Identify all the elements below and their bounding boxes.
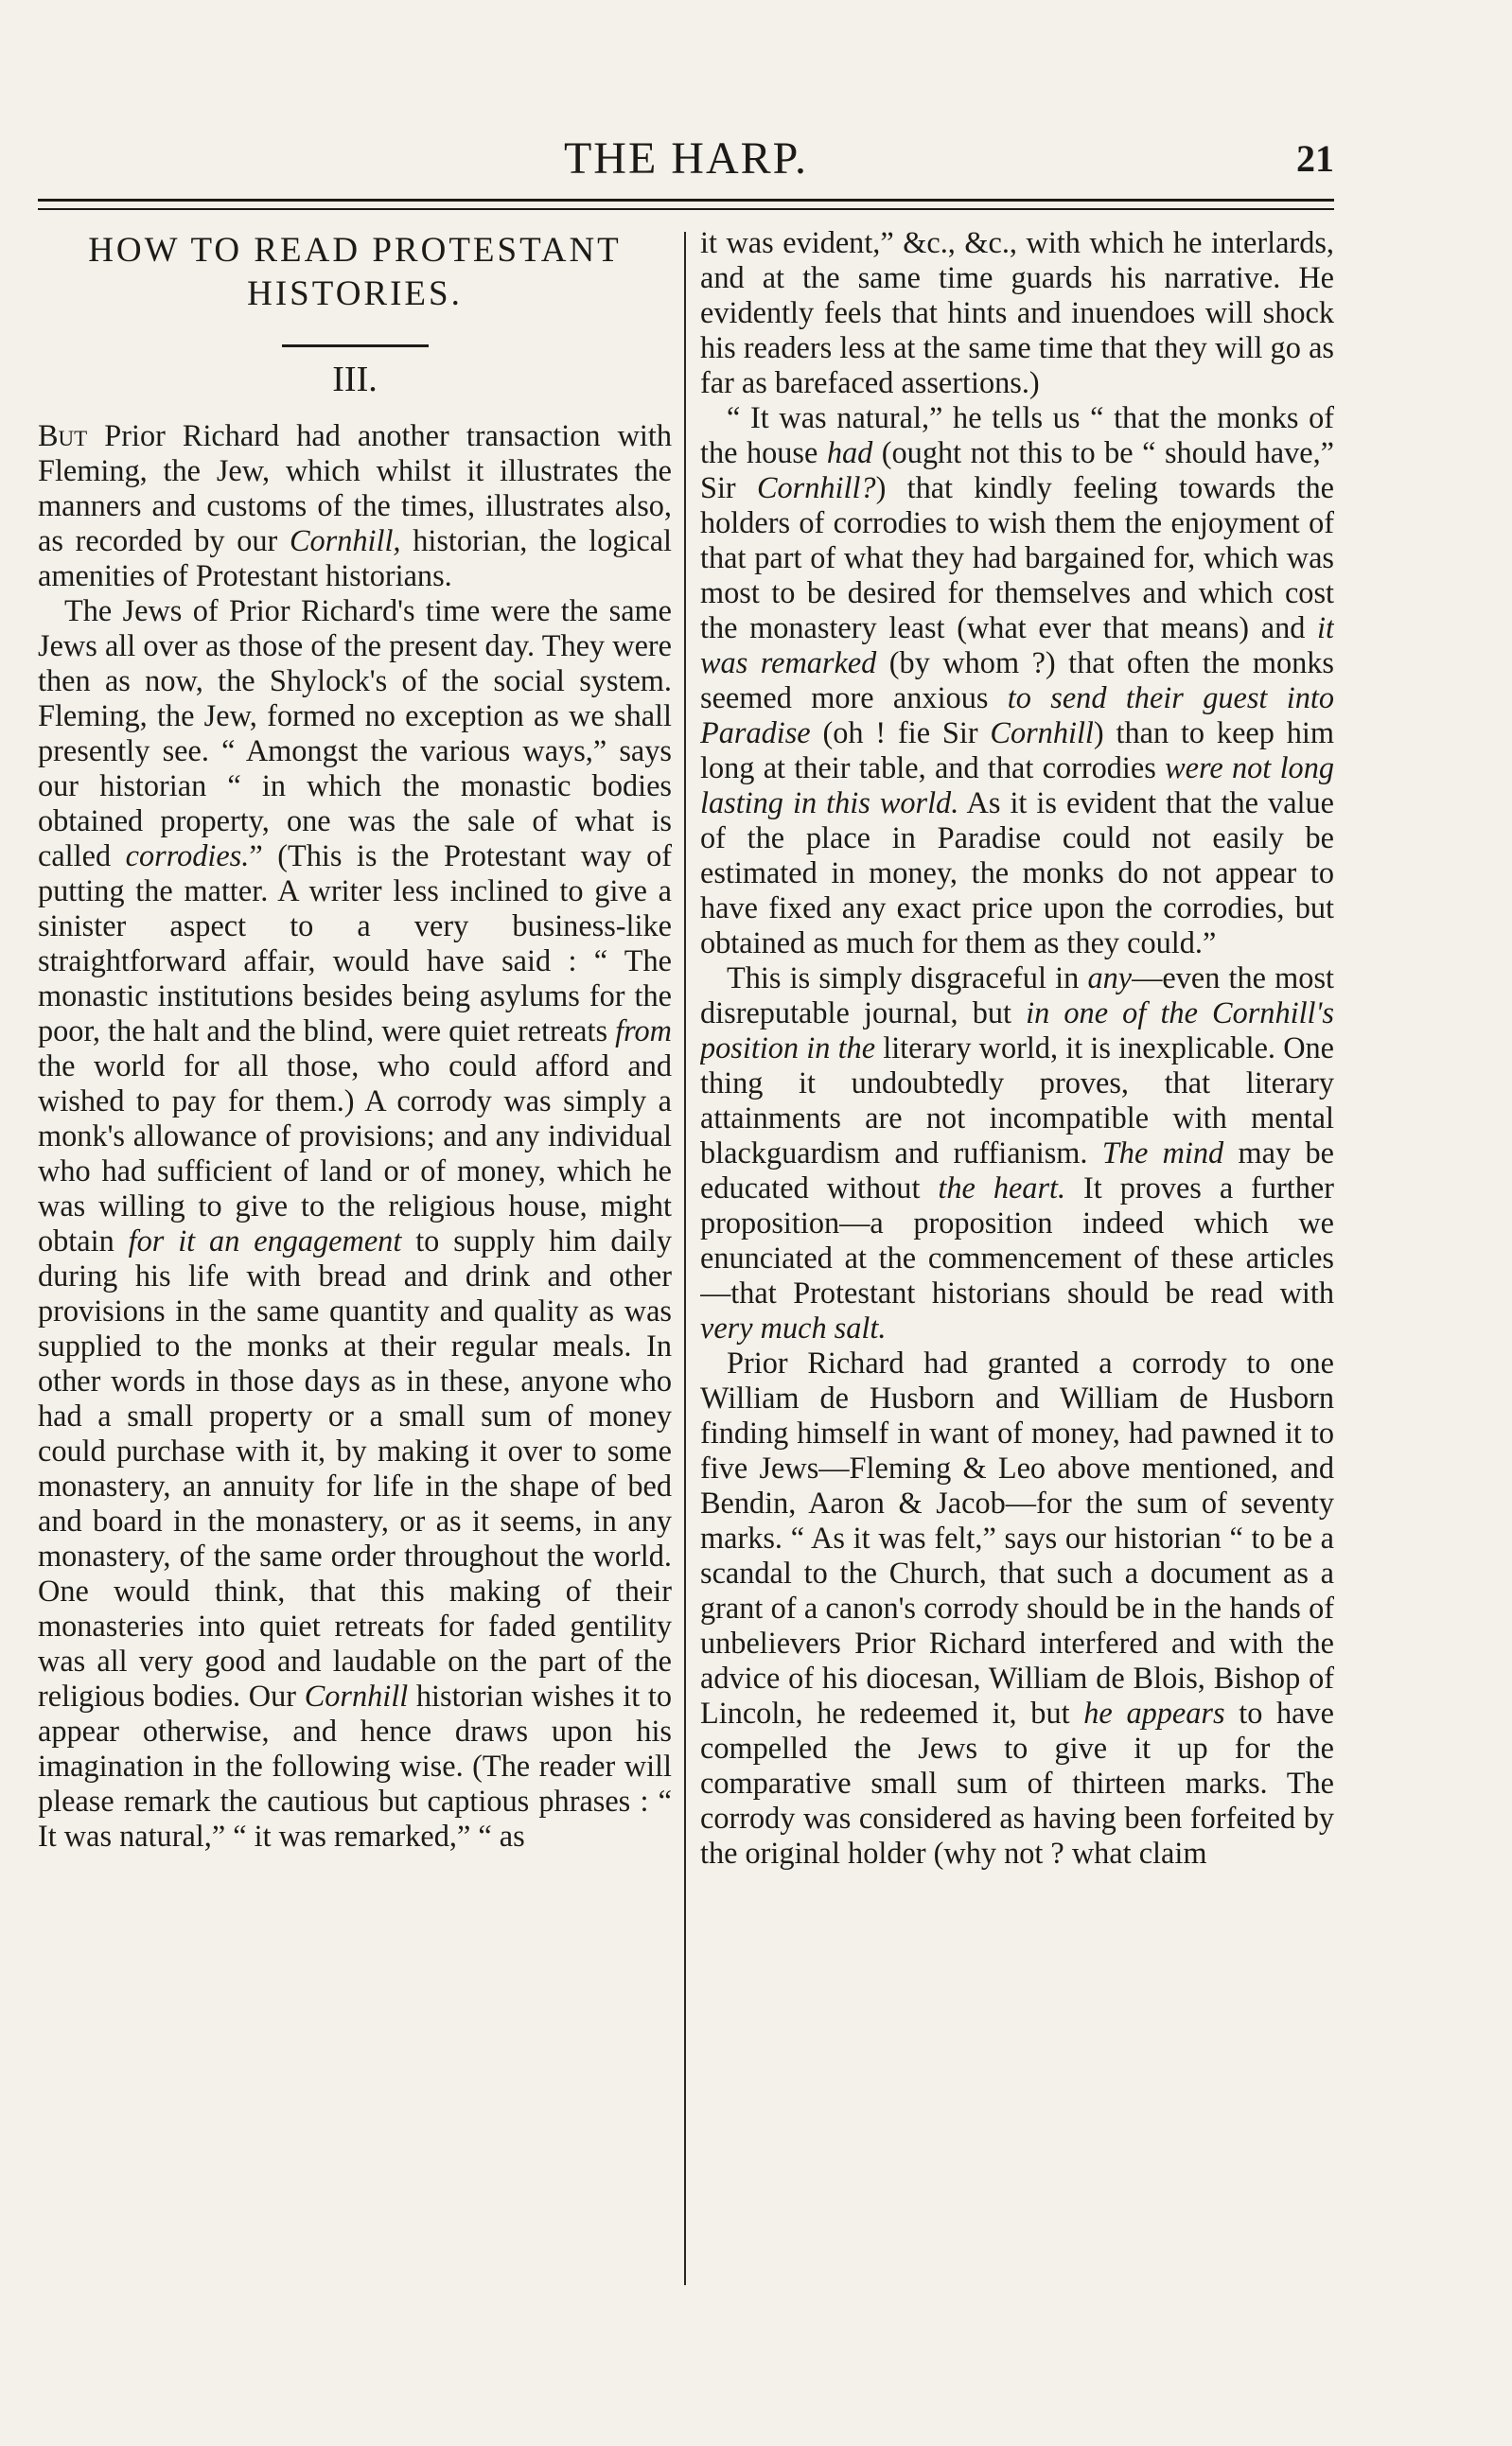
header-rule-thick (38, 199, 1334, 202)
text-run: ) than to keep him long at their table, and that corrodies (700, 715, 1334, 784)
italic-run: Cornhill (304, 1679, 409, 1713)
text-run: It proves a further proposition—a proposition indeed which we enunciated at the commencement of these articles—that Protestant historians should be read with (700, 1170, 1334, 1310)
italic-run: in one of the Cornhill's position in the (700, 995, 1334, 1065)
text-run: (ought not this to be “ should have,” Sir (700, 435, 1334, 504)
text-run: —even the most disreputable journal, but (700, 960, 1334, 1029)
text-run: to supply him daily during his life with bread and drink and other provisions in the same quantity and quality as was supplied to the monks at their regular meals. In other words in those days as in these, anyone who had a small property or a small sum of money could purchase with it, by making it over to some monastery, an annuity for life in the shape of bed and board in the monastery, or as it seems, in any monastery, of the same order throughout the world. One would think, that this making of their monasteries into quiet retreats for faded gentility was all very good and laudable on the part of the religious bodies. Our (38, 1223, 672, 1713)
text-run: Prior Richard had another transaction with Fleming, the Jew, which whilst it illustrates the manners and customs of the times, illustrates also, as recorded by our (38, 418, 672, 557)
page-number: 21 (1296, 137, 1334, 180)
text-run: historian wishes it to appear otherwise, and hence draws upon his imagination in the following wise. (The reader will please remark the cautious but captious phrases : “ It was natural,” “ it was remarked,” “ as (38, 1679, 672, 1853)
italic-run: the heart. (938, 1170, 1066, 1205)
text-run: Prior Richard had granted a corrody to one William de Husborn and William de Husborn finding himself in want of money, had pawned it to five Jews—Fleming & Leo above mentioned, and Bendin, Aaron & Jacob—for the sum of seventy marks. “ As it was felt,” says our historian “ to be a scandal to the Church, that such a document as a grant of a canon's corrody should be in the hands of unbelievers Prior Richard interfered and with the advice of his diocesan, William de Blois, Bishop of Lincoln, he redeemed it, but (700, 1346, 1334, 1730)
text-run: “ It was natural,” he tells us “ that the monks of the house (700, 400, 1334, 469)
text-run: As it is evident that the value of the place in Paradise could not easily be estimated in money, the monks do not appear to have fixed any exact price upon the corrodies, but obtained as much for them as they could.” (700, 785, 1334, 959)
text-run: ” (This is the Protestant way of putting the matter. A writer less inclined to give a sinister aspect to a very business-like straightforward affair, would have said : “ The monastic institutions besides being asylums for the poor, the halt and the blind, were quiet retreats (38, 838, 672, 1047)
italic-run: to send their guest into Paradise (700, 680, 1334, 749)
text-run: historian, the logical amenities of Protestant historians. (38, 523, 672, 592)
italic-run: corrodies. (125, 838, 250, 872)
drop-word: But (38, 418, 88, 452)
paragraph (700, 400, 1334, 960)
text-run: may be educated without (700, 1135, 1334, 1205)
paragraph (700, 960, 1334, 1346)
paragraph (38, 418, 672, 593)
running-title: THE HARP. (563, 133, 809, 184)
italic-run: were not long lasting in this world. (700, 750, 1334, 819)
text-run: (by whom ?) that often the monks seemed more anxious (700, 645, 1334, 714)
article-title: HOW TO READ PROTESTANT HISTORIES. (88, 231, 622, 313)
italic-run: Cornhill? (756, 470, 876, 504)
italic-run: Cornhill, (289, 523, 401, 557)
text-run: to have compelled the Jews to give it up for the comparative small sum of thirteen marks. The corrody was considered as having been forfeited by the original holder (why not ? what claim (700, 1696, 1334, 1870)
italic-run: very much salt. (700, 1311, 887, 1345)
left-column (38, 225, 672, 2307)
italic-run: The mind (1101, 1135, 1224, 1170)
paragraph (38, 593, 672, 1854)
text-run: The Jews of Prior Richard's time were the same Jews all over as those of the present day. They were then as now, the Shylock's of the social system. Fleming, the Jew, formed no exception as we shall presently see. “ Amongst the various ways,” says our historian “ in which the monastic bodies obtained property, one was the sale of what is called (38, 593, 672, 872)
text-run: ) that kindly feeling towards the holders of corrodies to wish them the enjoyment of that part of what they had bargained for, which was most to be desired for themselves and which cost the monastery least (what ever that means) and (700, 470, 1334, 644)
header-rule-thin (38, 208, 1334, 210)
italic-run: had (826, 435, 873, 469)
running-head (38, 132, 1334, 189)
italic-run: any (1087, 960, 1133, 994)
italic-run: he appears (1083, 1696, 1225, 1730)
text-run: it was evident,” &c., &c., with which he interlards, and at the same time guards his narrative. He evidently feels that hints and inuendoes will shock his readers less at the same time that they will go as far as barefaced assertions.) (700, 225, 1334, 399)
text-run: the world for all those, who could afford and wished to pay for them.) A corrody was simply a monk's allowance of provisions; and any individual who had sufficient of land or of money, which he was willing to give to the religious house, might obtain (38, 1048, 672, 1258)
title-rule (282, 344, 429, 347)
right-column (700, 225, 1334, 2307)
italic-run: for it an engagement (128, 1223, 402, 1258)
text-run: (oh ! fie Sir (810, 715, 991, 749)
italic-run: it was remarked (700, 610, 1334, 679)
text-run: This is simply disgraceful in (727, 960, 1088, 994)
paragraph (700, 1346, 1334, 1871)
paragraph (700, 225, 1334, 400)
column-divider (684, 232, 686, 2285)
italic-run: from (615, 1013, 672, 1047)
text-run: literary world, it is inexplicable. One thing it undoubtedly proves, that literary attainments are not incompatible with mental blackguardism and ruffianism. (700, 1030, 1334, 1170)
part-number: III. (332, 360, 378, 399)
italic-run: Cornhill (990, 715, 1094, 749)
